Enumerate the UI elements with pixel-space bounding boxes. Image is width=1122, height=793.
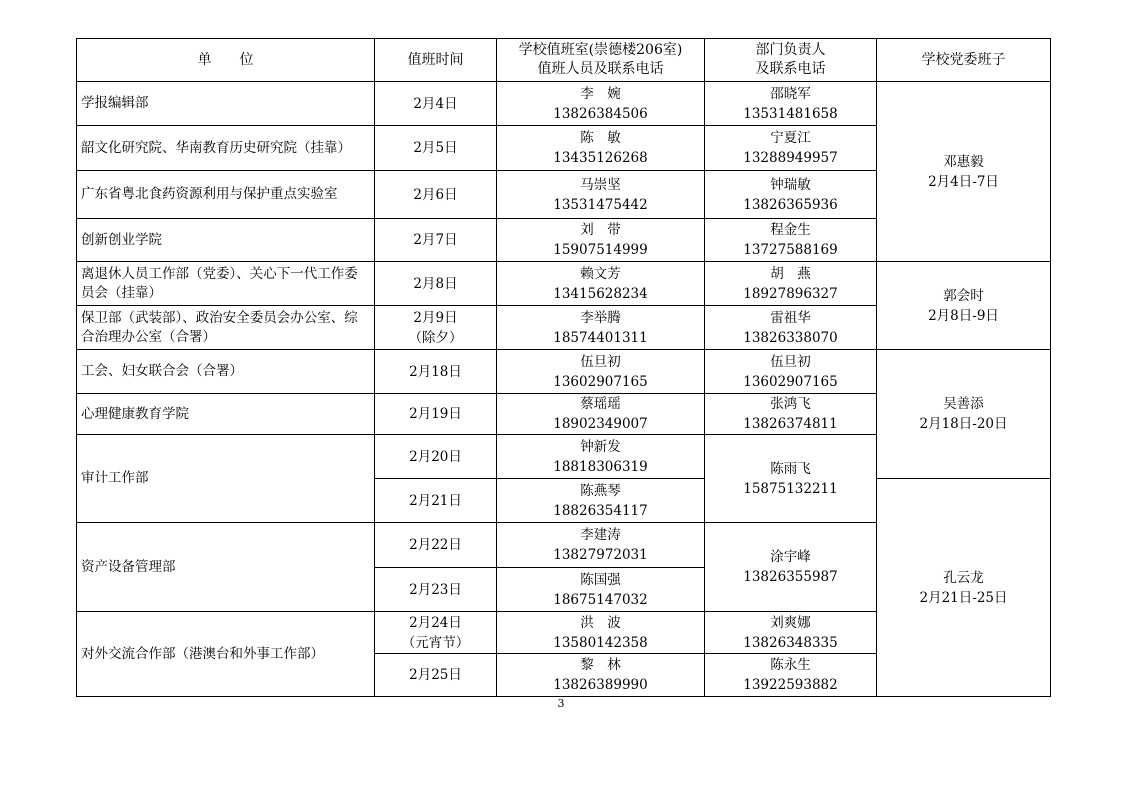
head-name: 陈雨飞 (770, 460, 811, 477)
table-row (77, 82, 1051, 126)
leader-name: 邓惠毅 (943, 153, 984, 170)
head-phone: 13288949957 (743, 150, 838, 166)
date-cell: 2月6日 (375, 171, 497, 219)
head-phone: 13826348335 (743, 634, 838, 651)
duty-cell (497, 394, 705, 435)
duty-phone: 18675147032 (553, 591, 648, 608)
date-cell: 2月18日 (375, 350, 497, 394)
head-phone: 13826355987 (743, 569, 838, 585)
head-name: 刘爽娜 (770, 614, 811, 631)
head-cell (705, 654, 877, 697)
head-cell (705, 126, 877, 171)
head-cell (705, 523, 877, 612)
date-cell: 2月7日 (375, 219, 497, 262)
date-cell: 2月19日 (375, 394, 497, 435)
head-phone: 13826338070 (743, 329, 838, 346)
duty-cell (497, 350, 705, 394)
duty-cell (497, 219, 705, 262)
duty-phone: 15907514999 (553, 242, 648, 258)
head-phone: 13531481658 (743, 105, 838, 122)
duty-name: 蔡瑶瑶 (580, 396, 621, 412)
date-text: 2月9日 (413, 309, 458, 326)
unit-cell: 审计工作部 (77, 435, 375, 523)
duty-phone: 18902349007 (553, 416, 648, 432)
duty-cell (497, 654, 705, 697)
leader-range: 2月21日-25日 (919, 589, 1008, 606)
duty-name: 黎 林 (580, 657, 621, 673)
holiday-note: （元宵节） (401, 634, 470, 651)
head-phone: 15875132211 (743, 480, 838, 497)
head-cell (705, 306, 877, 350)
duty-phone: 13415628234 (553, 285, 648, 302)
unit-cell: 创新创业学院 (77, 219, 375, 262)
date-cell: 2月25日 (375, 654, 497, 697)
date-cell: 2月4日 (375, 82, 497, 126)
leader-cell (877, 479, 1051, 697)
head-cell (705, 262, 877, 306)
duty-phone: 13827972031 (553, 547, 648, 563)
unit-cell: 对外交流合作部（港澳台和外事工作部） (77, 612, 375, 697)
unit-cell: 保卫部（武装部）、政治安全委员会办公室、综合治理办公室（合署） (77, 306, 375, 350)
leader-range: 2月18日-20日 (919, 416, 1008, 432)
head-name: 雷祖华 (770, 309, 811, 326)
head-cell (705, 394, 877, 435)
header-time: 值班时间 (375, 39, 497, 82)
head-name: 邵晓军 (770, 85, 811, 102)
unit-cell: 学报编辑部 (77, 82, 375, 126)
date-cell: 2月8日 (375, 262, 497, 306)
header-head-line1: 部门负责人 (755, 42, 826, 58)
duty-phone: 13435126268 (553, 150, 648, 166)
table-header-row (77, 39, 1051, 82)
head-cell (705, 171, 877, 219)
head-name: 钟瑞敏 (770, 176, 811, 193)
date-cell: 2月20日 (375, 435, 497, 479)
leader-range: 2月4日-7日 (928, 173, 999, 190)
head-name: 伍旦初 (770, 353, 811, 370)
leader-cell (877, 82, 1051, 262)
leader-name: 吴善添 (943, 396, 984, 412)
header-dept-head (705, 39, 877, 82)
head-phone: 18927896327 (743, 285, 838, 302)
duty-name: 洪 波 (580, 614, 621, 631)
head-phone: 13922593882 (743, 677, 838, 693)
head-phone: 13826365936 (743, 196, 838, 213)
duty-cell (497, 479, 705, 523)
duty-name: 钟新发 (580, 438, 621, 455)
leader-name: 孔云龙 (943, 569, 984, 586)
head-phone: 13727588169 (743, 242, 838, 258)
duty-cell (497, 306, 705, 350)
head-name: 宁夏江 (770, 130, 811, 146)
table-row (77, 262, 1051, 306)
date-cell: 2月22日 (375, 523, 497, 568)
duty-cell (497, 523, 705, 568)
head-phone: 13826374811 (743, 416, 838, 432)
duty-name: 李建涛 (580, 527, 621, 543)
table-row (77, 350, 1051, 394)
leader-cell (877, 350, 1051, 479)
header-unit: 单 位 (77, 39, 375, 82)
date-cell (375, 612, 497, 654)
duty-name: 伍旦初 (580, 353, 621, 370)
duty-phone: 13602907165 (553, 373, 648, 390)
duty-name: 李举腾 (580, 309, 621, 326)
leader-name: 郭会时 (943, 287, 984, 304)
duty-cell (497, 568, 705, 612)
duty-phone: 18574401311 (553, 329, 648, 346)
duty-phone: 18826354117 (553, 502, 648, 519)
duty-name: 陈国强 (580, 571, 621, 588)
date-cell: 2月23日 (375, 568, 497, 612)
unit-cell: 广东省粤北食药资源利用与保护重点实验室 (77, 171, 375, 219)
duty-cell (497, 612, 705, 654)
date-cell (375, 306, 497, 350)
head-cell (705, 435, 877, 523)
duty-name: 马崇坚 (580, 176, 621, 193)
head-cell (705, 350, 877, 394)
duty-phone: 18818306319 (553, 458, 648, 475)
unit-cell: 韶文化研究院、华南教育历史研究院（挂靠） (77, 126, 375, 171)
leader-range: 2月8日-9日 (928, 307, 999, 324)
head-name: 陈永生 (770, 657, 811, 673)
duty-name: 李 婉 (580, 85, 621, 102)
head-name: 涂宇峰 (770, 549, 811, 565)
header-duty-line1: 学校值班室(崇德楼206室) (518, 42, 683, 58)
unit-cell: 资产设备管理部 (77, 523, 375, 612)
duty-phone: 13531475442 (553, 196, 648, 213)
head-cell (705, 82, 877, 126)
header-duty-line2: 值班人员及联系电话 (537, 61, 664, 77)
duty-cell (497, 435, 705, 479)
head-name: 胡 燕 (770, 265, 811, 282)
page-number: 3 (557, 697, 565, 710)
date-cell: 2月5日 (375, 126, 497, 171)
leader-cell (877, 262, 1051, 350)
duty-phone: 13580142358 (553, 634, 648, 651)
head-cell (705, 219, 877, 262)
date-cell: 2月21日 (375, 479, 497, 523)
header-head-line2: 及联系电话 (755, 61, 826, 77)
holiday-note: （除夕） (408, 329, 463, 346)
head-phone: 13602907165 (743, 373, 838, 390)
duty-phone: 13826384506 (553, 105, 648, 122)
head-cell (705, 612, 877, 654)
duty-name: 赖文芳 (580, 265, 621, 282)
head-name: 张鸿飞 (770, 396, 811, 412)
header-duty-staff (497, 39, 705, 82)
unit-cell: 工会、妇女联合会（合署） (77, 350, 375, 394)
duty-roster-table (76, 38, 1051, 697)
duty-cell (497, 126, 705, 171)
unit-cell: 心理健康教育学院 (77, 394, 375, 435)
duty-name: 刘 带 (580, 222, 621, 238)
duty-cell (497, 82, 705, 126)
duty-name: 陈 敏 (580, 130, 621, 146)
duty-phone: 13826389990 (553, 677, 648, 693)
date-text: 2月24日 (409, 614, 462, 631)
duty-cell (497, 262, 705, 306)
duty-name: 陈燕琴 (580, 482, 621, 499)
duty-cell (497, 171, 705, 219)
header-leader: 学校党委班子 (877, 39, 1051, 82)
unit-cell: 离退休人员工作部（党委）、关心下一代工作委员会（挂靠） (77, 262, 375, 306)
head-name: 程金生 (770, 222, 811, 238)
